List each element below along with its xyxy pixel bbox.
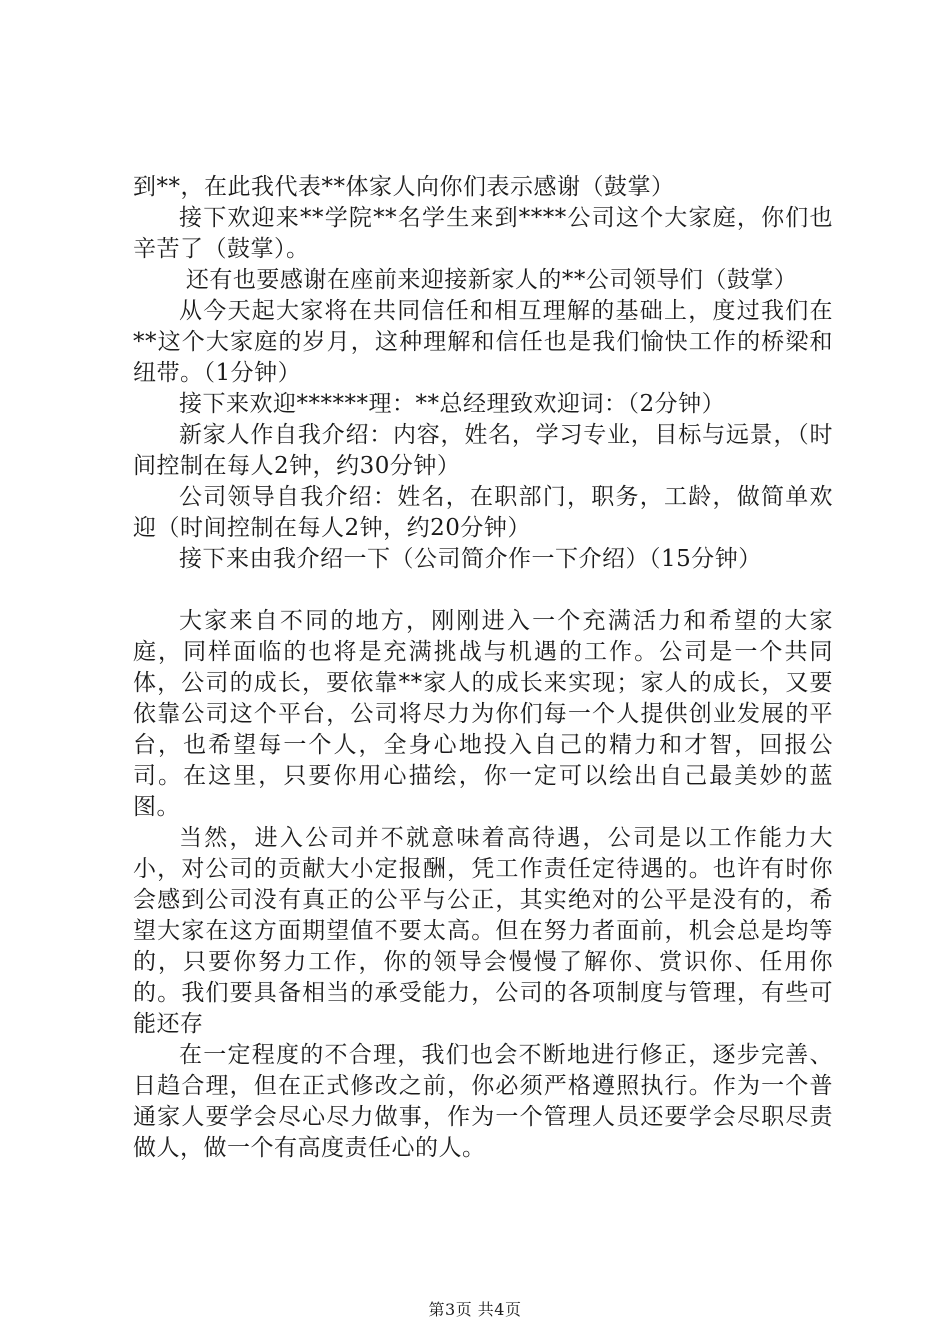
paragraph: 到**，在此我代表**体家人向你们表示感谢（鼓掌） [133, 174, 675, 200]
paragraph: 新家人作自我介绍：内容，姓名，学习专业，目标与远景，（时间控制在每人2钟，约30分钟） [133, 422, 833, 479]
paragraph: 从今天起大家将在共同信任和相互理解的基础上，度过我们在**这个大家庭的岁月，这种理解和信任也是我们愉快工作的桥梁和纽带。（1分钟） [133, 298, 833, 386]
paragraph: 当然，进入公司并不就意味着高待遇，公司是以工作能力大小，对公司的贡献大小定报酬，凭工作责任定待遇的。也许有时你会感到公司没有真正的公平与公正，其实绝对的公平是没有的，希望大家在这方面期望值不要太高。但在努力者面前，机会总是均等的，只要你努力工作，你的领导会慢慢了解你、赏识你、任用你的。我们要具备相当的承受能力，公司的各项制度与管理，有些可能还存 [133, 825, 833, 1037]
document-body [133, 172, 833, 1164]
paragraph: 在一定程度的不合理，我们也会不断地进行修正，逐步完善、日趋合理，但在正式修改之前，你必须严格遵照执行。作为一个普通家人要学会尽心尽力做事，作为一个管理人员还要学会尽职尽责做人，做一个有高度责任心的人。 [133, 1042, 833, 1161]
paragraph: 大家来自不同的地方，刚刚进入一个充满活力和希望的大家庭，同样面临的也将是充满挑战与机遇的工作。公司是一个共同体，公司的成长，要依靠**家人的成长来实现；家人的成长，又要依靠公司这个平台，公司将尽力为你们每一个人提供创业发展的平台，也希望每一个人，全身心地投入自己的精力和才智，回报公司。在这里，只要你用心描绘，你一定可以绘出自己最美妙的蓝图。 [133, 608, 833, 820]
paragraph: 接下来欢迎******理：**总经理致欢迎词：（2分钟） [179, 391, 726, 417]
paragraph: 还有也要感谢在座前来迎接新家人的**公司领导们（鼓掌） [185, 267, 798, 293]
paragraph: 接下来由我介绍一下（公司简介作一下介绍）（15分钟） [179, 546, 762, 572]
page-number: 第3页 共4页 [428, 1300, 522, 1319]
paragraph: 接下欢迎来**学院**名学生来到****公司这个大家庭，你们也辛苦了（鼓掌）。 [133, 205, 833, 262]
paragraph: 公司领导自我介绍：姓名，在职部门，职务，工龄，做简单欢迎（时间控制在每人2钟，约20分钟） [133, 484, 833, 541]
